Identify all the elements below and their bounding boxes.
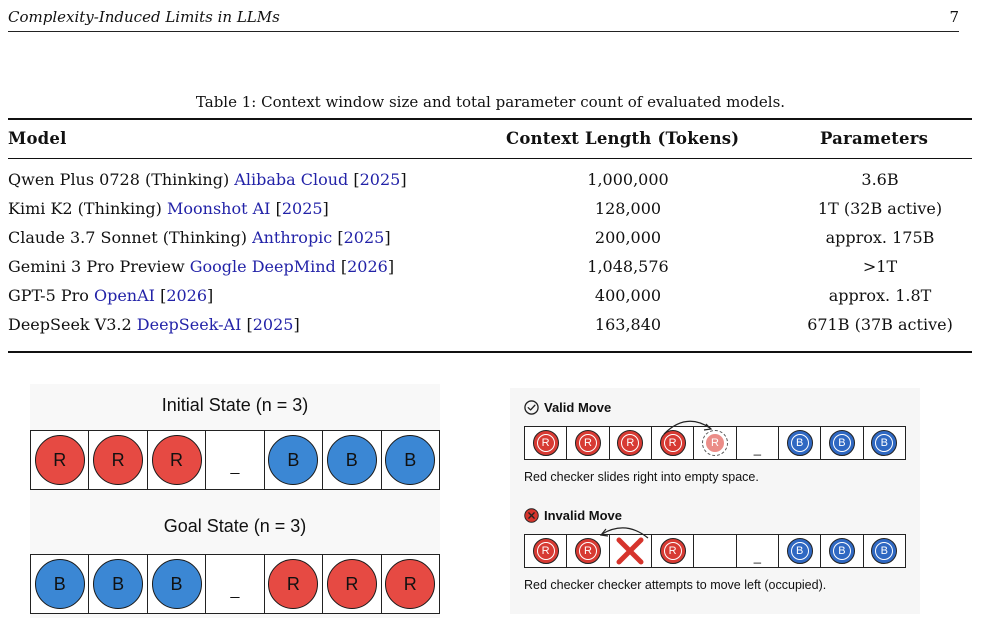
empty-cell bbox=[694, 535, 736, 567]
page-number: 7 bbox=[949, 8, 959, 26]
table-caption: Table 1: Context window size and total parameter count of evaluated models. bbox=[195, 93, 786, 111]
table-row: Qwen Plus 0728 (Thinking) Alibaba Cloud [2025] 1,000,000 3.6B bbox=[8, 170, 972, 196]
red-checker: R bbox=[533, 430, 559, 456]
red-checker: R bbox=[617, 430, 643, 456]
table-row: Claude 3.7 Sonnet (Thinking) Anthropic [2025] 200,000 approx. 175B bbox=[8, 228, 972, 254]
year-link[interactable]: 2025 bbox=[343, 228, 385, 247]
valid-move-note: Red checker slides right into empty space. bbox=[524, 470, 759, 484]
year-link[interactable]: 2025 bbox=[359, 170, 401, 189]
moved-checker-ghost: R bbox=[702, 430, 728, 456]
blue-disc: B bbox=[152, 559, 202, 609]
initial-state-board bbox=[30, 430, 440, 490]
blue-disc: B bbox=[327, 435, 377, 485]
valid-move-board bbox=[524, 426, 906, 460]
year-link[interactable]: 2025 bbox=[252, 315, 294, 334]
red-checker: R bbox=[660, 538, 686, 564]
check-circle-icon bbox=[524, 400, 539, 415]
table-header-rule bbox=[8, 158, 972, 159]
table-row: GPT-5 Pro OpenAI [2026] 400,000 approx. 1.8T bbox=[8, 286, 972, 312]
goal-state-title: Goal State (n = 3) bbox=[163, 516, 307, 536]
column-header-context: Context Length (Tokens) bbox=[506, 129, 740, 148]
model-name: Qwen Plus 0728 (Thinking) bbox=[8, 170, 230, 189]
year-link[interactable]: 2026 bbox=[347, 257, 388, 276]
blue-checker: B bbox=[871, 538, 897, 564]
valid-move-heading bbox=[524, 400, 611, 415]
parameters: 1T (32B active) bbox=[817, 199, 943, 218]
parameters: 3.6B bbox=[861, 170, 899, 189]
context-length: 163,840 bbox=[594, 315, 662, 334]
context-length: 128,000 bbox=[594, 199, 662, 218]
red-disc: R bbox=[35, 435, 85, 485]
parameters: >1T bbox=[862, 257, 898, 276]
parameters: 671B (37B active) bbox=[807, 315, 953, 334]
red-disc: R bbox=[327, 559, 377, 609]
table-bottom-rule bbox=[8, 351, 972, 353]
blue-disc: B bbox=[268, 435, 318, 485]
blocked-cross-icon bbox=[615, 536, 645, 566]
table-top-rule bbox=[8, 118, 972, 120]
blue-checker: B bbox=[871, 430, 897, 456]
red-disc: R bbox=[152, 435, 202, 485]
red-disc: R bbox=[93, 435, 143, 485]
moves-figure bbox=[510, 388, 920, 614]
context-length: 1,048,576 bbox=[587, 257, 669, 276]
org-link[interactable]: DeepSeek-AI bbox=[136, 315, 242, 334]
blue-checker: B bbox=[829, 538, 855, 564]
invalid-move-note: Red checker checker attempts to move left (occupied). bbox=[524, 578, 827, 592]
org-link[interactable]: Google DeepMind bbox=[189, 257, 336, 276]
column-header-parameters: Parameters bbox=[820, 129, 929, 148]
year-link[interactable]: 2026 bbox=[166, 286, 208, 305]
running-header bbox=[8, 8, 959, 32]
table-row: Kimi K2 (Thinking) Moonshot AI [2025] 128,000 1T (32B active) bbox=[8, 199, 972, 225]
empty-cell: _ bbox=[753, 440, 761, 456]
valid-move-title: Valid Move bbox=[544, 400, 612, 415]
red-disc: R bbox=[385, 559, 435, 609]
red-checker: R bbox=[660, 430, 686, 456]
goal-state-board bbox=[30, 554, 440, 614]
model-name: DeepSeek V3.2 bbox=[8, 315, 132, 334]
blue-disc: B bbox=[35, 559, 85, 609]
table-row: Gemini 3 Pro Preview Google DeepMind [2026] 1,048,576 >1T bbox=[8, 257, 972, 283]
year-link[interactable]: 2025 bbox=[281, 199, 323, 218]
org-link[interactable]: OpenAI bbox=[93, 286, 155, 305]
parameters: approx. 1.8T bbox=[828, 286, 932, 305]
red-checker: R bbox=[575, 538, 601, 564]
red-checker: R bbox=[533, 538, 559, 564]
context-length: 200,000 bbox=[594, 228, 662, 247]
org-link[interactable]: Anthropic bbox=[252, 228, 333, 247]
red-checker: R bbox=[575, 430, 601, 456]
invalid-move-board bbox=[524, 534, 906, 568]
org-link[interactable]: Alibaba Cloud bbox=[234, 170, 349, 189]
state-figure bbox=[30, 384, 440, 618]
table-row: DeepSeek V3.2 DeepSeek-AI [2025] 163,840 671B (37B active) bbox=[8, 315, 972, 341]
running-title: Complexity-Induced Limits in LLMs bbox=[8, 8, 280, 26]
column-header-model: Model bbox=[8, 129, 67, 148]
blue-checker: B bbox=[787, 430, 813, 456]
model-name: GPT-5 Pro bbox=[8, 286, 89, 305]
invalid-move-heading bbox=[524, 508, 622, 523]
model-name: Claude 3.7 Sonnet (Thinking) bbox=[8, 228, 247, 247]
blue-disc: B bbox=[385, 435, 435, 485]
empty-cell: _ bbox=[230, 582, 240, 599]
x-circle-icon bbox=[524, 508, 539, 523]
blue-checker: B bbox=[829, 430, 855, 456]
invalid-move-title: Invalid Move bbox=[544, 508, 623, 523]
initial-state-title: Initial State (n = 3) bbox=[161, 395, 309, 415]
red-disc: R bbox=[268, 559, 318, 609]
blue-disc: B bbox=[93, 559, 143, 609]
org-link[interactable]: Moonshot AI bbox=[167, 199, 271, 218]
blue-checker: B bbox=[787, 538, 813, 564]
empty-cell: _ bbox=[753, 548, 761, 564]
parameters: approx. 175B bbox=[825, 228, 935, 247]
empty-cell: _ bbox=[230, 458, 240, 475]
model-name: Kimi K2 (Thinking) bbox=[8, 199, 162, 218]
context-length: 400,000 bbox=[594, 286, 662, 305]
context-length: 1,000,000 bbox=[587, 170, 669, 189]
model-name: Gemini 3 Pro Preview bbox=[8, 257, 185, 276]
